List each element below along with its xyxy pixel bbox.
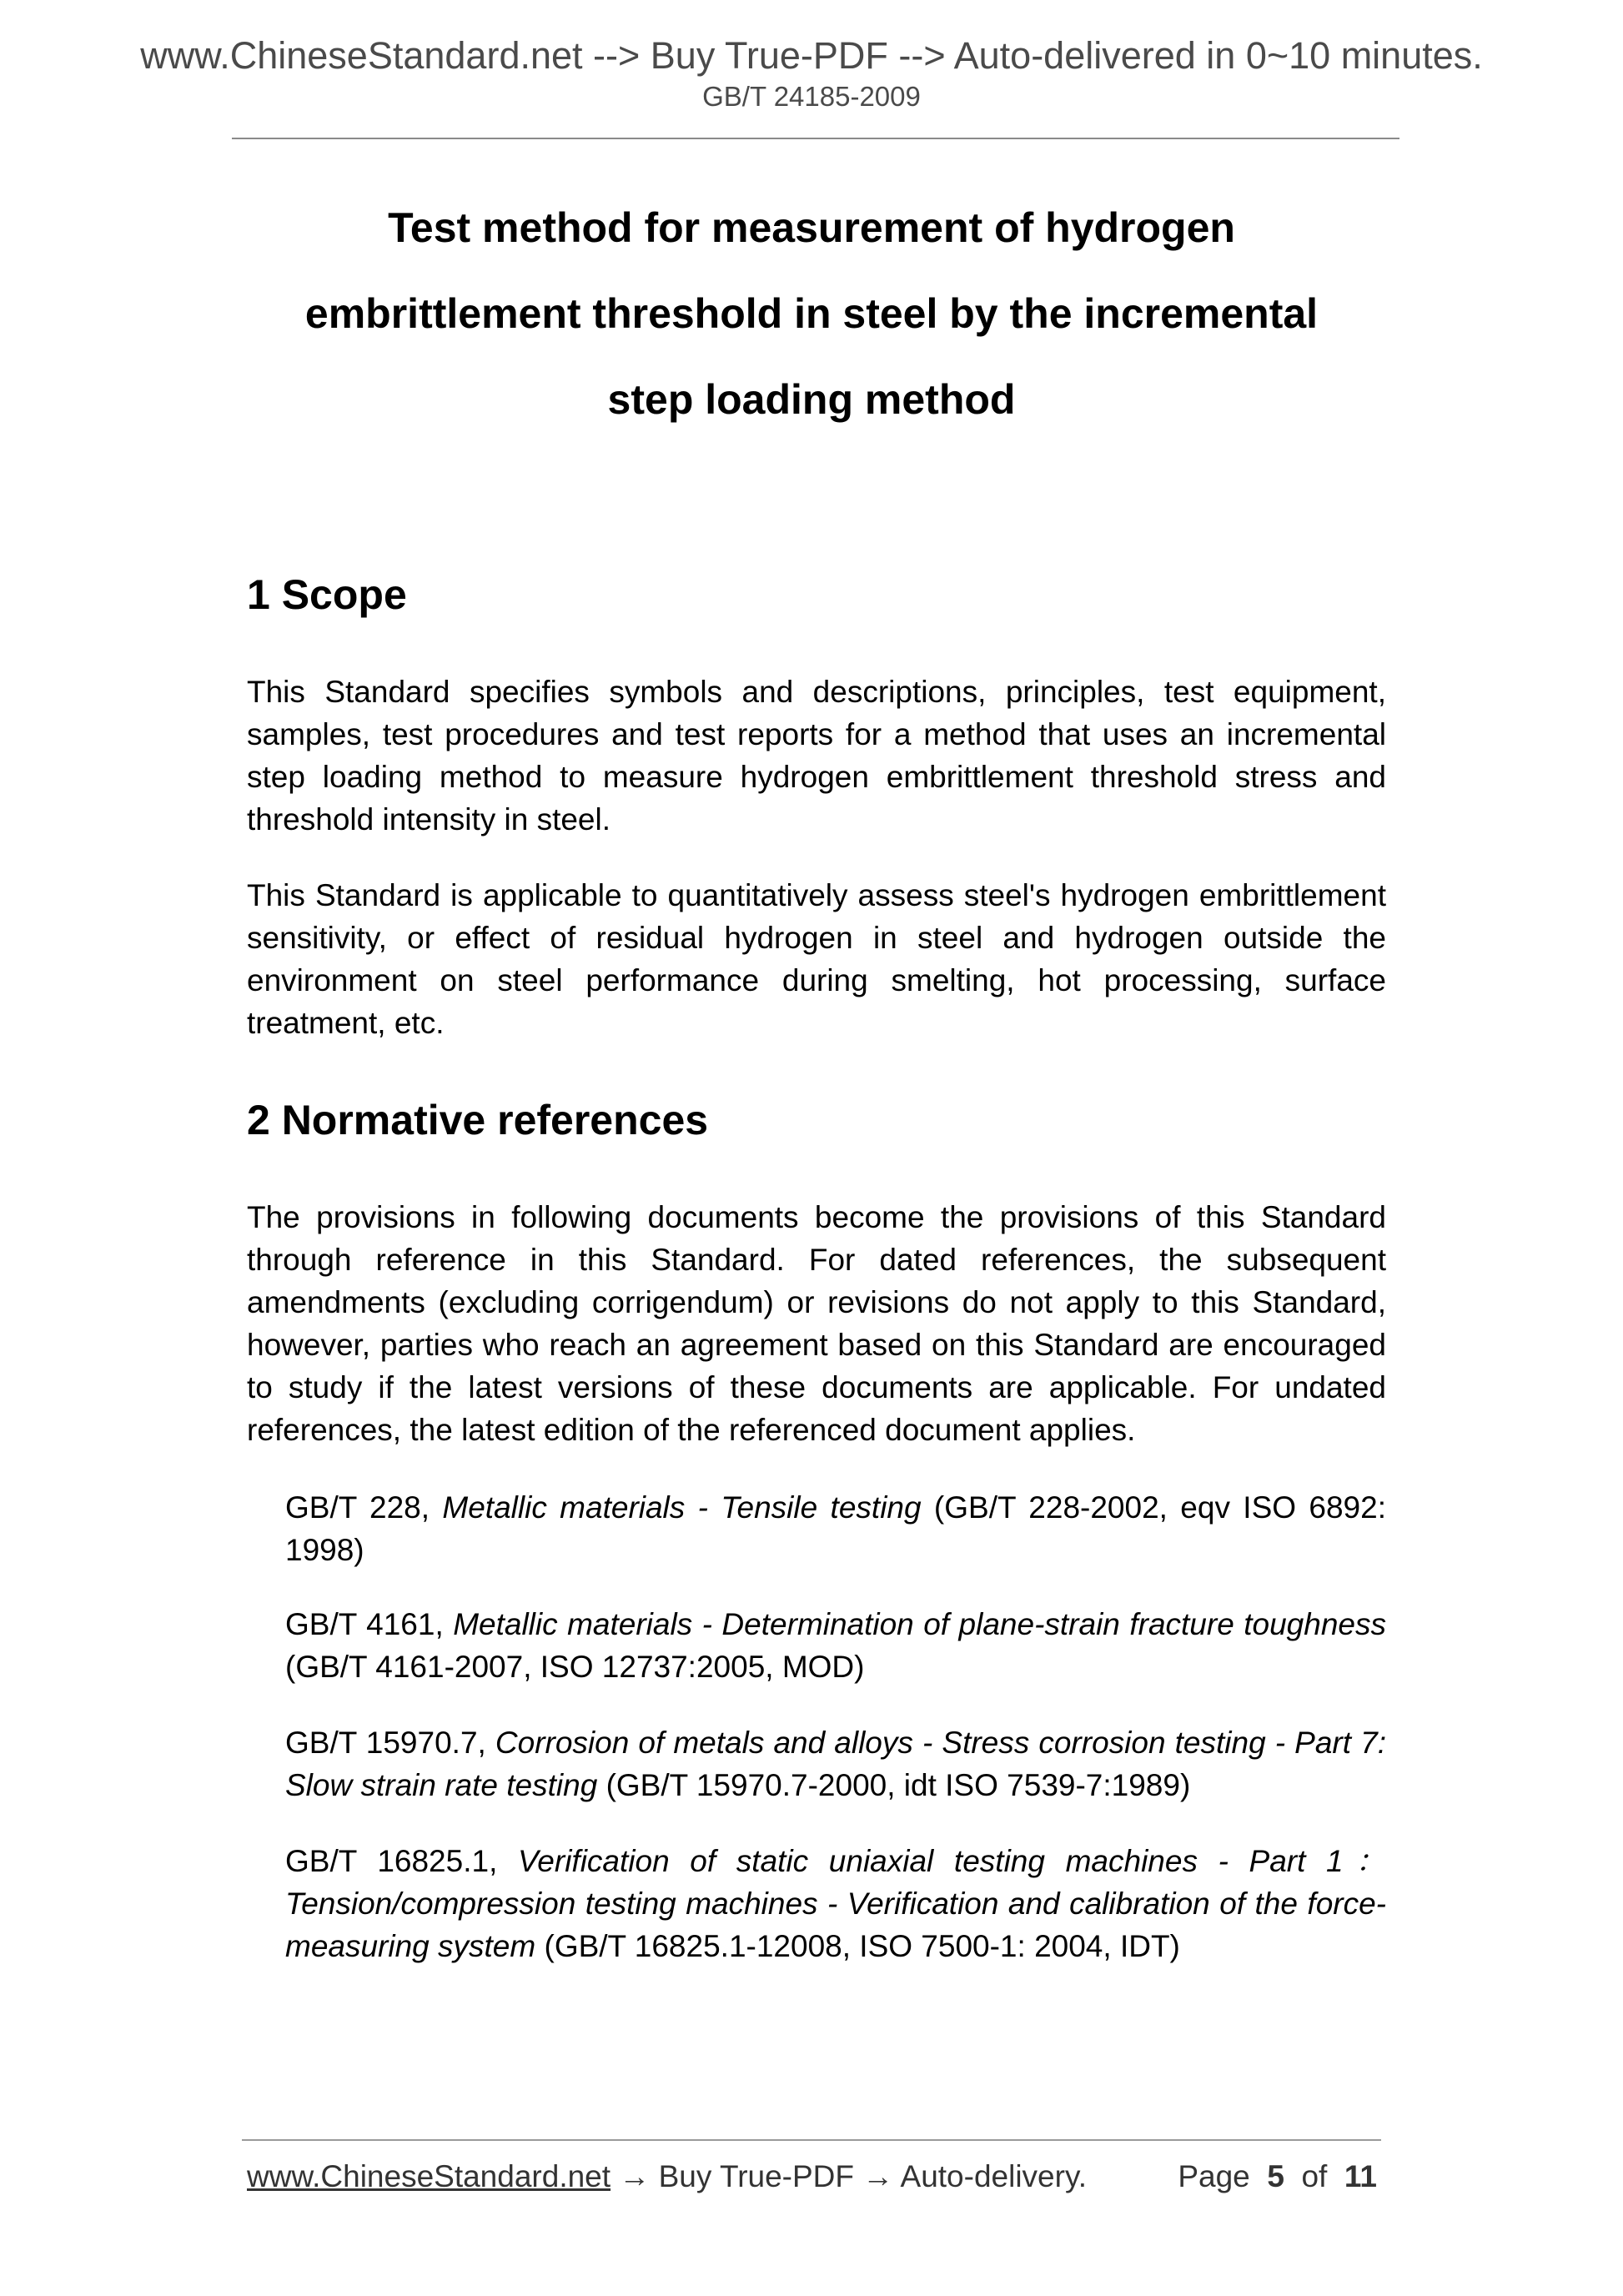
reference-code: GB/T 228,	[285, 1490, 443, 1525]
page-footer	[247, 2156, 1377, 2198]
title-line-2: embrittlement threshold in steel by the incremental	[304, 290, 1319, 337]
page-total: 11	[1344, 2159, 1377, 2193]
page-of-label: of	[1301, 2159, 1328, 2193]
footer-promo	[247, 2156, 1087, 2198]
reference-title: Metallic materials - Tensile testing	[442, 1490, 922, 1525]
reference-suffix: (GB/T 228-2002, eqv ISO 6892: 1998)	[285, 1490, 1386, 1567]
reference-suffix: (GB/T 4161-2007, ISO 12737:2005, MOD)	[285, 1650, 865, 1684]
page-indicator	[1178, 2156, 1377, 2198]
page-number: 5	[1267, 2159, 1284, 2193]
title-line-1: Test method for measurement of hydrogen	[388, 204, 1235, 251]
reference-item	[285, 1603, 1386, 1688]
reference-title: Corrosion of metals and alloys - Stress corrosion testing - Part 7: Slow strain rate testing	[285, 1726, 1386, 1802]
reference-item	[285, 1840, 1386, 1967]
reference-code: GB/T 4161,	[285, 1607, 454, 1641]
page-label: Page	[1178, 2159, 1250, 2193]
header-divider	[232, 138, 1399, 139]
reference-item	[285, 1721, 1386, 1806]
reference-item	[285, 1486, 1386, 1571]
reference-code: GB/T 16825.1,	[285, 1844, 518, 1878]
document-title	[209, 185, 1414, 443]
header-banner: www.ChineseStandard.net --> Buy True-PDF --> Auto-delivered in 0~10 minutes.	[140, 34, 1483, 77]
footer-promo-text: → Buy True-PDF → Auto-delivery.	[611, 2159, 1087, 2193]
normative-intro-paragraph: The provisions in following documents become the provisions of this Standard through reference in this Standard. For dated references, the subsequent amendments (excluding corrigendum) or revisions do not apply to this Standard, however, parties who reach an agreement based on this Standard are encouraged to study if the latest versions of these documents are applicable. For undated references, the latest edition of the referenced document applies.	[247, 1200, 1386, 1447]
reference-suffix: (GB/T 16825.1-12008, ISO 7500-1: 2004, IDT)	[535, 1929, 1180, 1963]
section-heading-scope: 1 Scope	[247, 571, 407, 618]
scope-paragraph-1: This Standard specifies symbols and descriptions, principles, test equipment, samples, test procedures and test reports for a method that uses an incremental step loading method to measure hydrogen embrittlement threshold stress and threshold intensity in steel.	[247, 675, 1386, 837]
footer-divider	[242, 2139, 1381, 2141]
title-line-3: step loading method	[607, 376, 1016, 423]
footer-site-link[interactable]: www.ChineseStandard.net	[247, 2159, 611, 2193]
reference-title: Verification of static uniaxial testing machines - Part 1： Tension/compression testing machines - Verification and calibration of the force-measuring system	[285, 1844, 1387, 1963]
reference-code: GB/T 15970.7,	[285, 1726, 495, 1760]
header-standard-code: GB/T 24185-2009	[702, 81, 921, 112]
section-heading-normative-references: 2 Normative references	[247, 1097, 709, 1143]
reference-suffix: (GB/T 15970.7-2000, idt ISO 7539-7:1989)	[597, 1768, 1191, 1802]
scope-paragraph-2: This Standard is applicable to quantitatively assess steel's hydrogen embrittlement sensitivity, or effect of residual hydrogen in steel and hydrogen outside the environment on steel performance during smelting, hot processing, surface treatment, etc.	[247, 878, 1386, 1040]
reference-title: Metallic materials - Determination of plane-strain fracture toughness	[453, 1607, 1386, 1641]
